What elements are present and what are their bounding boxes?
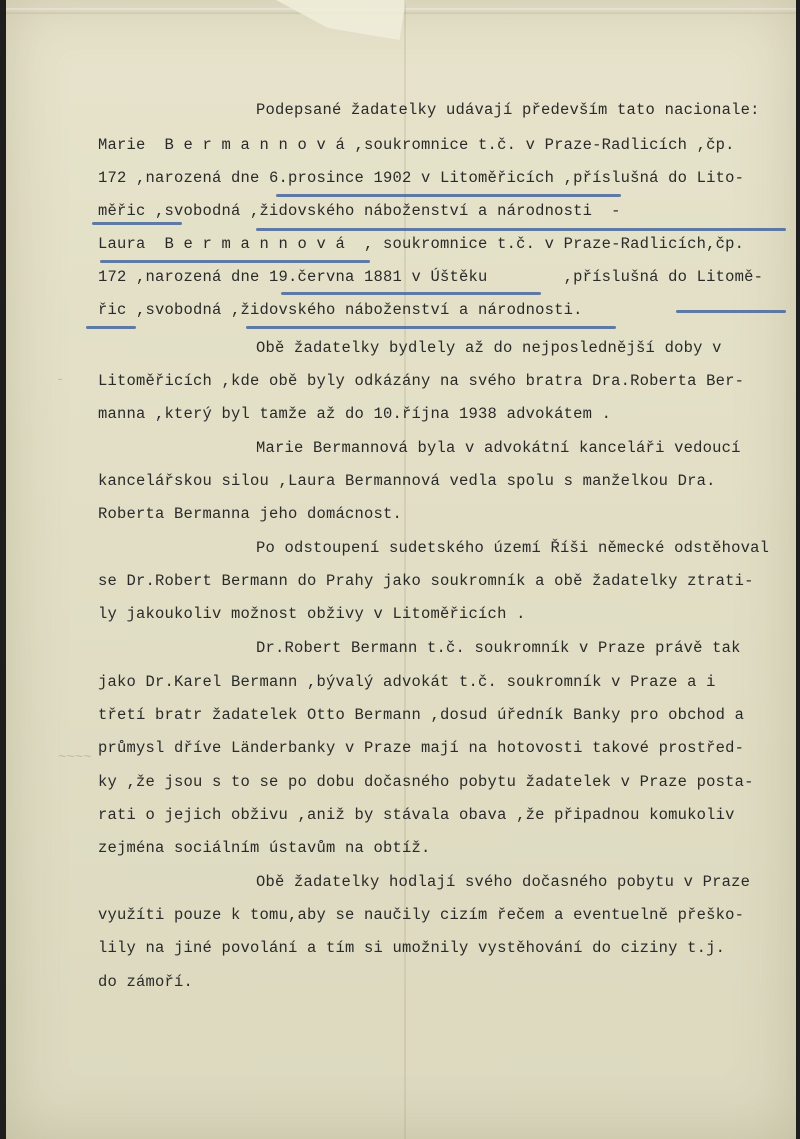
text-line: Podepsané žadatelky udávají především tato nacionale: — [256, 101, 760, 119]
text-line: se Dr.Robert Bermann do Prahy jako soukromník a obě žadatelky ztrati- — [98, 572, 754, 590]
text-line: Laura B e r m a n n o v á , soukromnice t.č. v Praze-Radlicích,čp. — [98, 235, 745, 253]
pencil-underline — [256, 228, 786, 231]
text-line: průmysl dříve Länderbanky v Praze mají na hotovosti takové prostřed- — [98, 739, 745, 757]
text-line: lily na jiné povolání a tím si umožnily vystěhování do ciziny t.j. — [98, 939, 726, 957]
text-line: Po odstoupení sudetského území Říši německé odstěhoval — [256, 539, 770, 557]
text-line: využíti pouze k tomu,aby se naučily cizím řečem a eventuelně přeško- — [98, 906, 745, 924]
text-line: 172 ,narozená dne 6.prosince 1902 v Litoměřicích ,příslušná do Lito- — [98, 169, 745, 187]
text-line: Dr.Robert Bermann t.č. soukromník v Praze právě tak — [256, 639, 741, 657]
text-line: jako Dr.Karel Bermann ,bývalý advokát t.č. soukromník v Praze a i — [98, 673, 716, 691]
text-line: ky ,že jsou s to se po dobu dočasného pobytu žadatelek v Praze posta- — [98, 773, 754, 791]
text-line: Obě žadatelky hodlají svého dočasného pobytu v Praze — [256, 873, 751, 891]
text-line: ly jakoukoliv možnost obživy v Litoměřicích . — [98, 605, 526, 623]
pencil-underline — [276, 194, 621, 197]
torn-corner — [276, 0, 406, 40]
text-line: Marie B e r m a n n o v á ,soukromnice t.č. v Praze-Radlicích ,čp. — [98, 136, 735, 154]
text-line: řic ,svobodná ,židovského náboženství a národnosti. — [98, 301, 583, 319]
text-line: Litoměřicích ,kde obě byly odkázány na svého bratra Dra.Roberta Ber- — [98, 372, 745, 390]
text-line: Roberta Bermanna jeho domácnost. — [98, 505, 403, 523]
text-line: kancelářskou silou ,Laura Bermannová vedla spolu s manželkou Dra. — [98, 472, 716, 490]
bleed-mark: ~~~~ — [58, 750, 92, 766]
text-line: Marie Bermannová byla v advokátní kanceláři vedoucí — [256, 439, 741, 457]
text-line: měřic ,svobodná ,židovského náboženství a národnosti - — [98, 202, 621, 220]
document-page — [6, 0, 796, 1139]
text-line: rati o jejich obživu ,aniž by stávala obava ,že připadnou komukoliv — [98, 806, 735, 824]
pencil-underline — [246, 326, 616, 329]
text-line: manna ,který byl tamže až do 10.října 1938 advokátem . — [98, 405, 612, 423]
pencil-underline — [92, 222, 182, 225]
text-line: do zámoří. — [98, 973, 194, 991]
text-line: 172 ,narozená dne 19.června 1881 v Úštěku ,příslušná do Litomě- — [98, 268, 764, 286]
pencil-underline — [281, 292, 541, 295]
pencil-underline — [100, 260, 370, 263]
text-line: zejména sociálním ústavům na obtíž. — [98, 839, 431, 857]
pencil-underline — [676, 310, 786, 313]
bleed-mark: - — [56, 372, 73, 388]
pencil-underline — [86, 326, 136, 329]
text-line: třetí bratr žadatelek Otto Bermann ,dosud úředník Banky pro obchod a — [98, 706, 745, 724]
text-line: Obě žadatelky bydlely až do nejposlednější doby v — [256, 339, 722, 357]
